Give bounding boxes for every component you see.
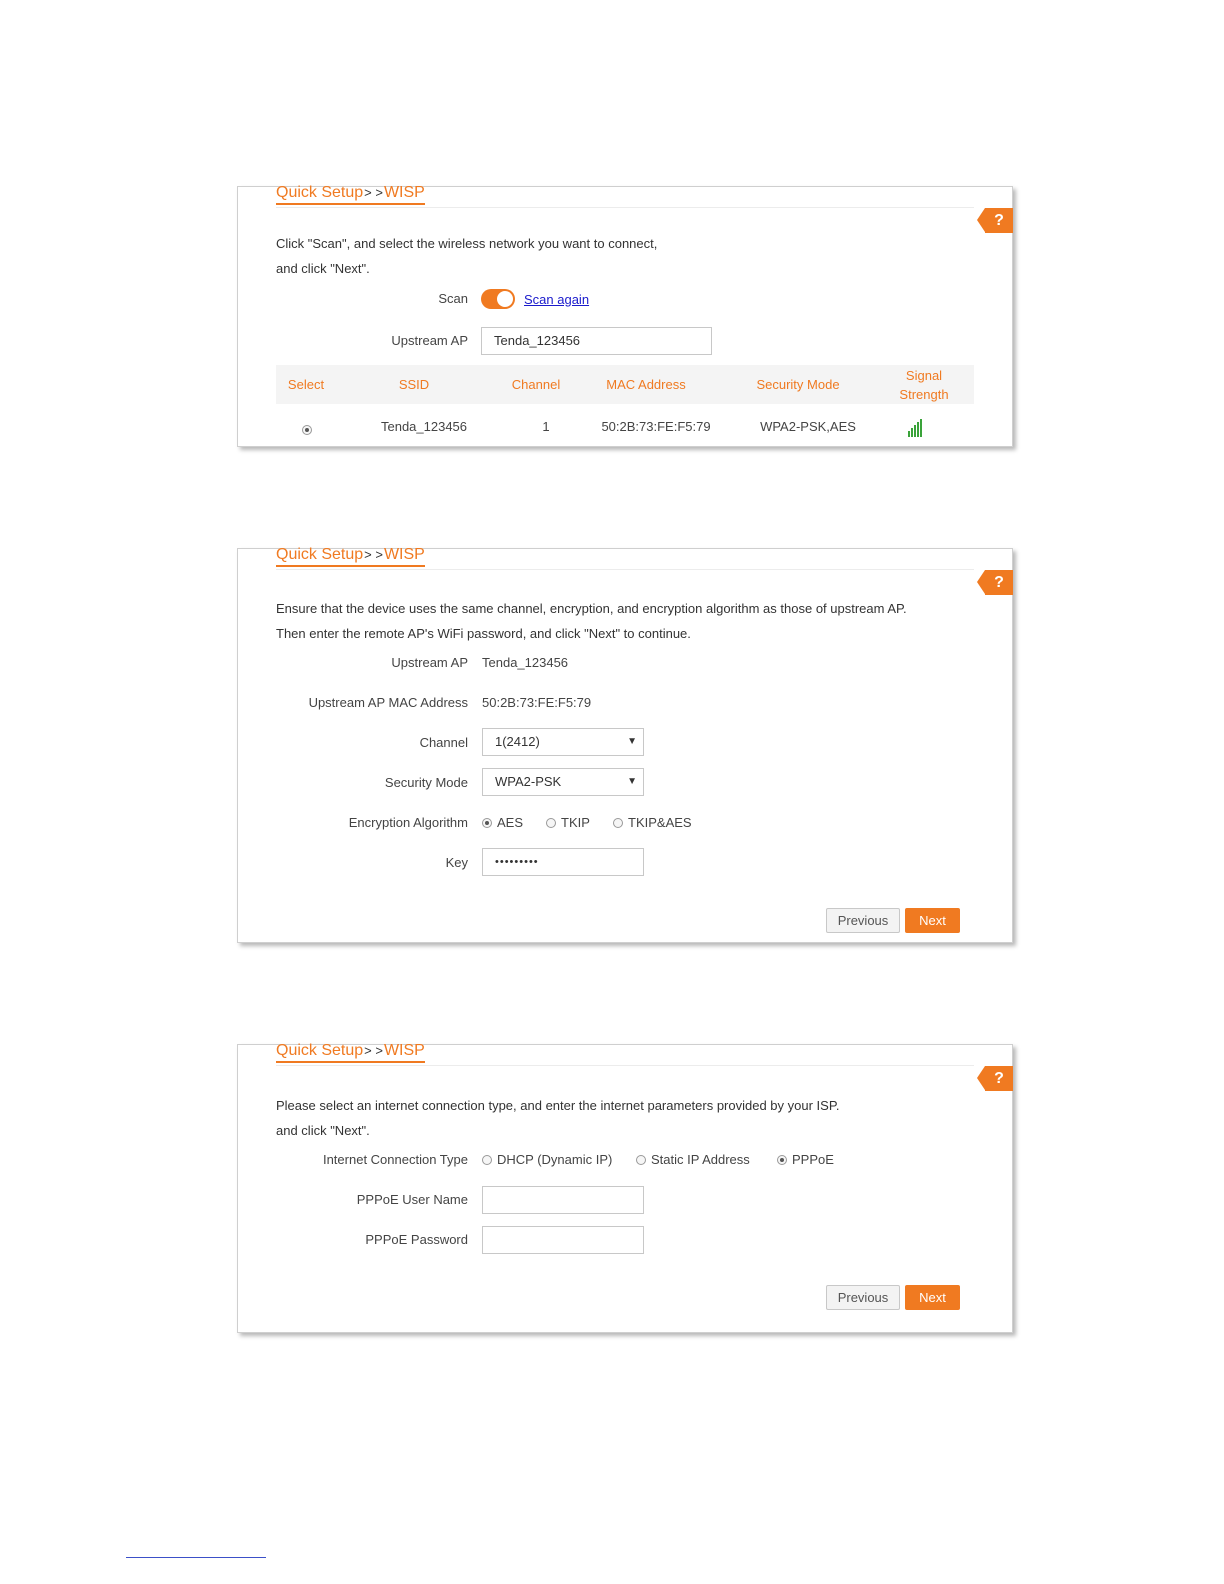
radio-unselected[interactable] [546,818,556,828]
connection-option-label: Static IP Address [651,1152,750,1167]
breadcrumb-parent[interactable]: Quick Setup [276,1042,364,1059]
mac-address-label: Upstream AP MAC Address [308,695,468,710]
next-button[interactable]: Next [905,1285,960,1310]
breadcrumb-current: WISP [383,184,425,201]
chevron-down-icon: ▼ [627,736,637,747]
connection-option-static-ip[interactable] [636,1152,750,1167]
scan-panel [237,186,1013,447]
header-divider [276,569,974,570]
column-header-ssid: SSID [398,377,430,392]
signal-bar [914,425,916,437]
signal-bar [911,428,913,437]
scan-toggle[interactable] [481,289,515,309]
breadcrumb [276,184,425,205]
breadcrumb-current: WISP [383,546,425,563]
radio-unselected[interactable] [636,1155,646,1165]
connection-option-pppoe[interactable] [777,1152,834,1167]
radio-selected[interactable] [482,818,492,828]
key-input[interactable]: ••••••••• [482,848,644,876]
toggle-knob [497,291,513,307]
pppoe-username-label: PPPoE User Name [356,1192,468,1207]
breadcrumb-parent[interactable]: Quick Setup [276,184,364,201]
security-mode-select[interactable] [482,768,644,796]
intro-text-line1: Please select an internet connection type, and enter the internet parameters provided by your ISP. [276,1098,840,1113]
row-select-radio[interactable] [302,422,312,437]
channel-selected-value: 1(2412) [495,734,540,749]
pppoe-password-label: PPPoE Password [365,1232,468,1247]
connection-option-label: DHCP (Dynamic IP) [497,1152,613,1167]
encryption-option-label: TKIP&AES [628,815,692,830]
help-icon[interactable]: ? [985,570,1013,595]
row-channel: 1 [542,419,550,434]
radio-unselected[interactable] [613,818,623,828]
encryption-option-tkip[interactable] [546,815,590,830]
wireless-settings-panel [237,548,1013,943]
chevron-down-icon: ▼ [627,776,637,787]
column-header-channel: Channel [511,377,561,392]
intro-text-line1: Click "Scan", and select the wireless network you want to connect, [276,236,658,251]
connection-type-label: Internet Connection Type [322,1152,468,1167]
pppoe-username-input[interactable] [482,1186,644,1214]
signal-strength-icon [908,419,922,437]
column-header-signal [888,365,960,404]
upstream-ap-label: Upstream AP [391,655,468,670]
security-mode-label: Security Mode [384,775,468,790]
encryption-algorithm-label: Encryption Algorithm [348,815,468,830]
connection-option-dhcp[interactable] [482,1152,612,1167]
breadcrumb [276,1042,425,1063]
breadcrumb-separator: > > [364,1043,383,1058]
encryption-option-aes[interactable] [482,815,523,830]
signal-bar [920,419,922,437]
previous-button[interactable]: Previous [826,908,900,933]
row-security: WPA2-PSK,AES [760,419,856,434]
upstream-ap-value: Tenda_123456 [482,655,569,670]
encryption-option-label: AES [497,815,524,830]
column-header-security: Security Mode [756,377,840,392]
intro-text-line1: Ensure that the device uses the same channel, encryption, and encryption algorithm as those of upstream AP. [276,601,907,616]
next-button[interactable]: Next [905,908,960,933]
scan-label: Scan [438,291,468,306]
header-divider [276,207,974,208]
help-icon[interactable]: ? [985,1066,1013,1091]
mac-address-value: 50:2B:73:FE:F5:79 [482,695,592,710]
intro-text-line2: and click "Next". [276,1123,370,1138]
pppoe-password-input[interactable] [482,1226,644,1254]
breadcrumb-current: WISP [383,1042,425,1059]
encryption-option-label: TKIP [561,815,590,830]
table-header [276,365,974,404]
key-label: Key [445,855,468,870]
signal-bar [908,431,910,437]
scan-again-link[interactable]: Scan again [524,292,590,307]
breadcrumb [276,546,425,567]
encryption-option-tkip-aes[interactable] [613,815,692,830]
upstream-ap-label: Upstream AP [391,333,468,348]
column-header-mac: MAC Address [606,377,686,392]
breadcrumb-separator: > > [364,547,383,562]
help-icon[interactable]: ? [985,208,1013,233]
header-divider [276,1065,974,1066]
previous-button[interactable]: Previous [826,1285,900,1310]
column-header-signal-line2: Strength [899,386,949,402]
column-header-select: Select [287,377,325,392]
internet-settings-panel [237,1044,1013,1333]
radio-unselected[interactable] [482,1155,492,1165]
channel-select[interactable] [482,728,644,756]
channel-label: Channel [419,735,468,750]
radio-selected[interactable] [302,425,312,435]
security-mode-selected-value: WPA2-PSK [495,774,562,789]
intro-text-line2: Then enter the remote AP's WiFi password, and click "Next" to continue. [276,626,691,641]
upstream-ap-input[interactable]: Tenda_123456 [481,327,712,355]
breadcrumb-parent[interactable]: Quick Setup [276,546,364,563]
footer-link-underline [126,1557,266,1558]
row-ssid: Tenda_123456 [380,419,468,434]
breadcrumb-separator: > > [364,185,383,200]
signal-bar [917,422,919,437]
connection-option-label: PPPoE [792,1152,834,1167]
row-mac: 50:2B:73:FE:F5:79 [601,419,711,434]
radio-selected[interactable] [777,1155,787,1165]
intro-text-line2: and click "Next". [276,261,370,276]
column-header-signal-line1: Signal [905,367,943,383]
